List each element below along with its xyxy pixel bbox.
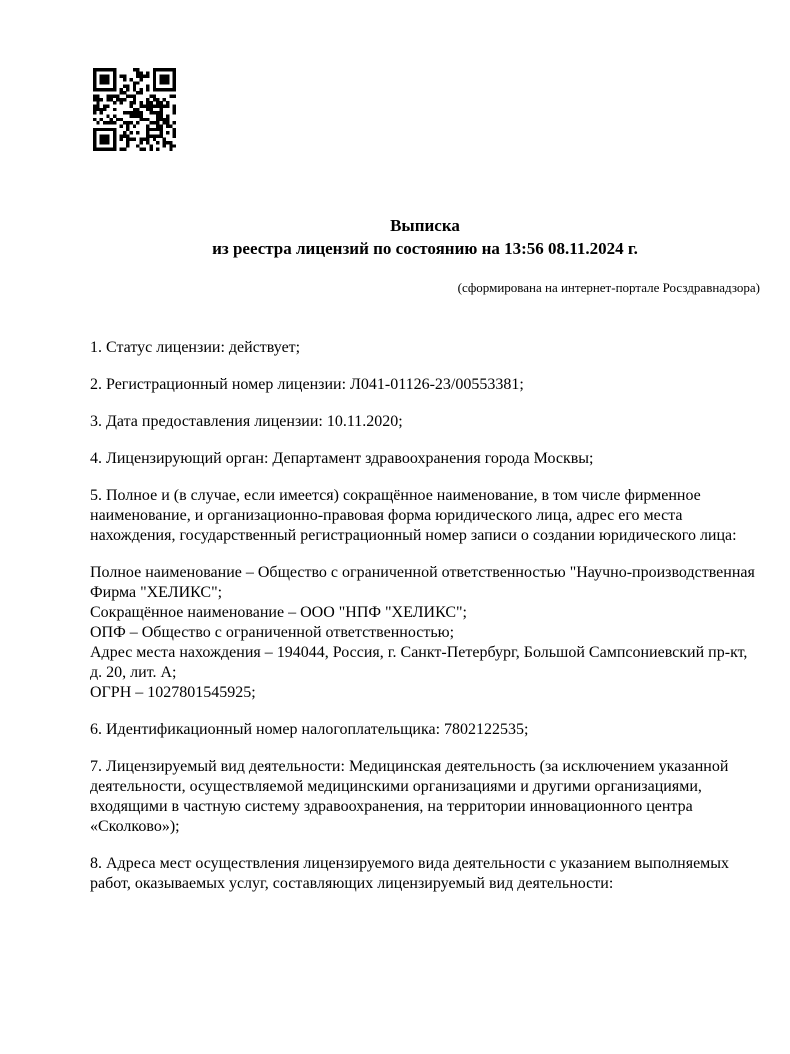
document-subtitle: (сформирована на интернет-портале Росздравнадзора) bbox=[457, 280, 760, 295]
item-addresses-heading: 8. Адреса мест осуществления лицензируемого вида деятельности с указанием выполняемых работ, оказываемых услуг, составляющих лицензируемый вид деятельности: bbox=[90, 855, 730, 892]
entity-ogrn: ОГРН – 1027801545925; bbox=[90, 684, 256, 701]
entity-details-block bbox=[90, 563, 760, 703]
item-inn: 6. Идентификационный номер налогоплательщика: 7802122535; bbox=[90, 721, 529, 738]
entity-opf: ОПФ – Общество с ограниченной ответственностью; bbox=[90, 624, 455, 641]
title-line-2: из реестра лицензий по состоянию на 13:56 08.11.2024 г. bbox=[212, 239, 638, 258]
item-grant-date: 3. Дата предоставления лицензии: 10.11.2020; bbox=[90, 413, 403, 430]
item-activity-type: 7. Лицензируемый вид деятельности: Медицинская деятельность (за исключением указанной деятельности, осуществляемой медицинскими организациями и другими организациями, входящими в частную систему здравоохранения, на территории инновационного центра «Сколково»); bbox=[90, 758, 729, 835]
document-title bbox=[90, 214, 760, 260]
entity-address: Адрес места нахождения – 194044, Россия, г. Санкт-Петербург, Большой Сампсониевский пр-кт, д. 20, лит. А; bbox=[90, 644, 748, 681]
entity-short-name: Сокращённое наименование – ООО "НПФ "ХЕЛИКС"; bbox=[90, 604, 467, 621]
item-entity-heading: 5. Полное и (в случае, если имеется) сокращённое наименование, в том числе фирменное наименование, и организационно-правовая форма юридического лица, адрес его места нахождения, государственный регистрационный номер записи о создании юридического лица: bbox=[90, 487, 737, 544]
item-registration-number: 2. Регистрационный номер лицензии: Л041-01126-23/00553381; bbox=[90, 376, 524, 393]
qr-code-icon bbox=[93, 68, 176, 151]
document-content bbox=[90, 214, 760, 911]
item-licensing-authority: 4. Лицензирующий орган: Департамент здравоохранения города Москвы; bbox=[90, 450, 594, 467]
document-body bbox=[90, 338, 760, 894]
title-line-1: Выписка bbox=[390, 216, 460, 235]
item-license-status: 1. Статус лицензии: действует; bbox=[90, 339, 301, 356]
entity-full-name: Полное наименование – Общество с ограниченной ответственностью "Научно-производственная Фирма "ХЕЛИКС"; bbox=[90, 564, 755, 601]
